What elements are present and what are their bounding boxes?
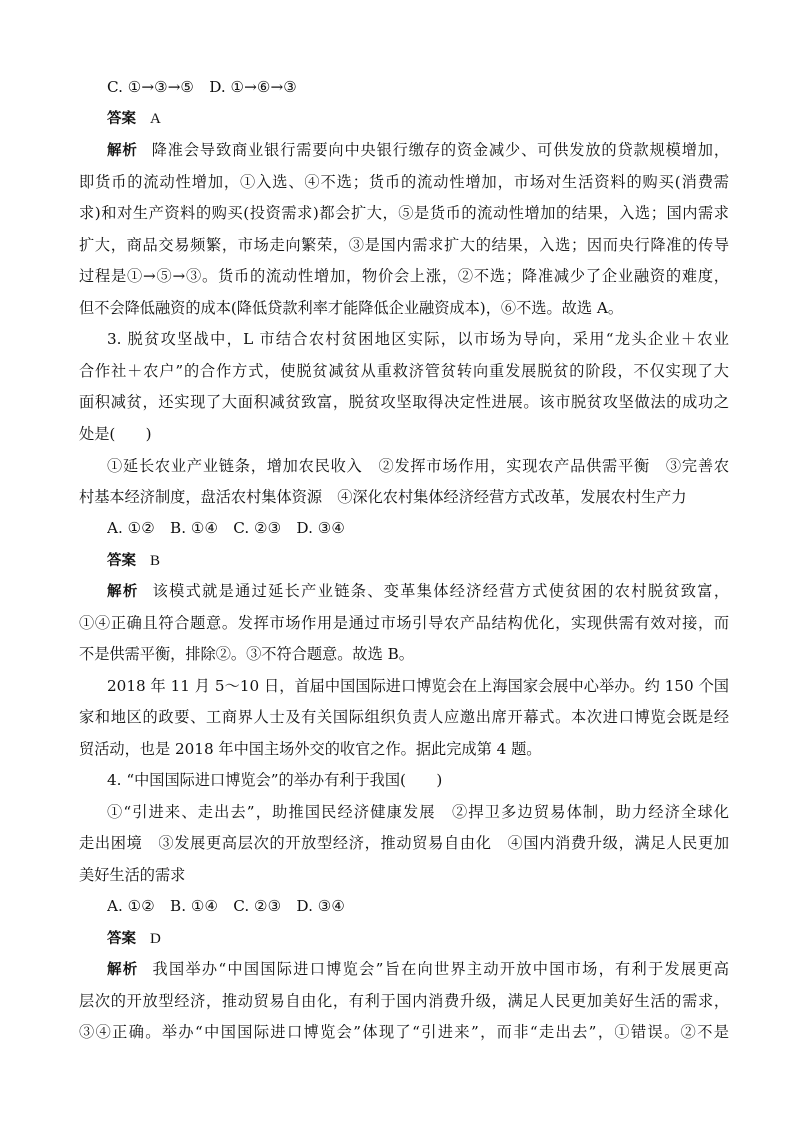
material-line-1: 2018 年 11 月 5～10 日，首届中国国际进口博览会在上海国家会展中心举办。约 150 个国 <box>107 677 729 695</box>
q4-options: A. ①② B. ①④ C. ②③ D. ③④ <box>107 897 345 915</box>
q3-analysis-line-3: 不是供需平衡，排除②。③不符合题意。故选 B。 <box>79 645 414 663</box>
q3-choice-line-1: ①延长农业产业链条，增加农民收入 ②发挥市场作用，实现农产品供需平衡 ③完善农 <box>107 457 729 475</box>
q2-analysis-line-4: 扩大，商品交易频繁，市场走向繁荣，③是国内需求扩大的结果，入选；因而央行降准的传导 <box>79 236 729 254</box>
analysis-text: 我国举办“中国国际进口博览会”旨在向世界主动开放中国市场，有利于发展更高 <box>152 960 729 978</box>
answer-label: 答案 <box>107 553 136 569</box>
q4-answer <box>107 928 729 949</box>
analysis-label: 解析 <box>107 143 138 159</box>
material-line-3: 贸活动，也是 2018 年中国主场外交的收官之作。据此完成第 4 题。 <box>79 740 542 758</box>
q3-answer <box>107 550 729 571</box>
q4-stem: 4. “中国国际进口博览会”的举办有利于我国( ) <box>107 771 443 789</box>
answer-label: 答案 <box>107 111 136 127</box>
q4-choice-line-2: 走出困境 ③发展更高层次的开放型经济，推动贸易自由化 ④国内消费升级，满足人民更加 <box>79 834 729 852</box>
analysis-label: 解析 <box>107 962 139 978</box>
analysis-label: 解析 <box>107 584 139 600</box>
q2-analysis-line-6: 但不会降低融资的成本(降低贷款利率才能降低企业融资成本)，⑥不选。故选 A。 <box>79 299 624 317</box>
analysis-text: 降准会导致商业银行需要向中央银行缴存的资金减少、可供发放的贷款规模增加， <box>151 141 729 159</box>
analysis-text: 该模式就是通过延长产业链条、变革集体经济经营方式使贫困的农村脱贫致富， <box>152 582 729 600</box>
q3-analysis-line-2: ①④正确且符合题意。发挥市场作用是通过市场引导农产品结构优化，实现供需有效对接，而 <box>79 614 729 632</box>
q4-analysis-line-2: 层次的开放型经济，推动贸易自由化，有利于国内消费升级，满足人民更加美好生活的需求， <box>79 992 729 1010</box>
answer-value: A <box>150 111 161 127</box>
q2-analysis-line-1 <box>107 140 729 161</box>
q2-analysis-line-2: 即货币的流动性增加，①入选、④不选；货币的流动性增加，市场对生活资料的购买(消费需 <box>79 173 729 191</box>
q2-answer <box>107 108 729 129</box>
q3-stem-line-4: 处是( ) <box>79 425 152 443</box>
q2-analysis-line-5: 过程是①→⑤→③。货币的流动性增加，物价会上涨，②不选；降准减少了企业融资的难度， <box>79 267 729 285</box>
q4-choice-line-1: ①“引进来、走出去”，助推国民经济健康发展 ②捍卫多边贸易体制，助力经济全球化 <box>107 803 729 821</box>
q2-analysis-line-3: 求)和对生产资料的购买(投资需求)都会扩大，⑤是货币的流动性增加的结果，入选；国内需求 <box>79 204 729 222</box>
q4-analysis-line-3: ③④正确。举办“中国国际进口博览会”体现了“引进来”，而非“走出去”，①错误。②不是 <box>79 1023 729 1041</box>
q3-stem-line-1: 3. 脱贫攻坚战中，L 市结合农村贫困地区实际，以市场为导向，采用“龙头企业＋农业 <box>107 330 729 348</box>
q4-choice-line-3: 美好生活的需求 <box>79 866 186 884</box>
answer-value: D <box>150 931 161 947</box>
q2-options: C. ①→③→⑤ D. ①→⑥→③ <box>107 78 297 96</box>
q4-analysis-line-1 <box>107 959 729 980</box>
q3-options: A. ①② B. ①④ C. ②③ D. ③④ <box>107 519 345 537</box>
answer-label: 答案 <box>107 931 136 947</box>
answer-value: B <box>150 553 161 569</box>
q3-stem-line-2: 合作社＋农户”的合作方式，使脱贫减贫从重救济管贫转向重发展脱贫的阶段，不仅实现了大 <box>79 362 729 380</box>
q3-analysis-line-1 <box>107 581 729 602</box>
q3-stem-line-3: 面积减贫，还实现了大面积减贫致富，脱贫攻坚取得决定性进展。该市脱贫攻坚做法的成功之 <box>79 393 729 411</box>
q3-choice-line-2: 村基本经济制度，盘活农村集体资源 ④深化农村集体经济经营方式改革，发展农村生产力 <box>79 488 687 506</box>
material-line-2: 家和地区的政要、工商界人士及有关国际组织负责人应邀出席开幕式。本次进口博览会既是经 <box>79 708 729 726</box>
